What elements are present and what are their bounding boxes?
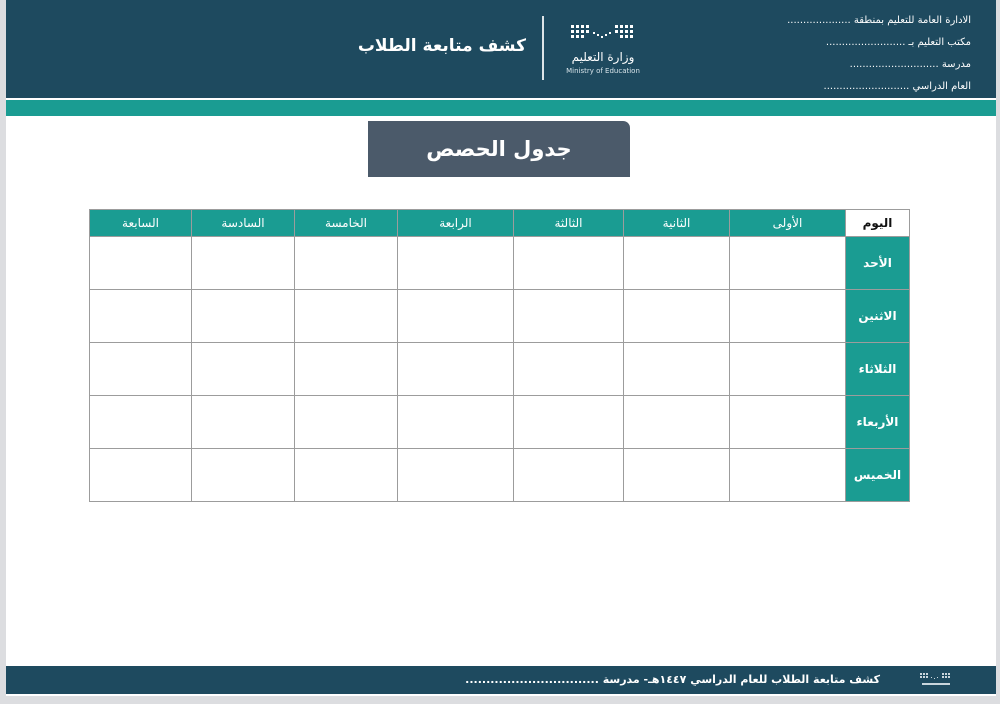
report-title: كشف متابعة الطلاب: [357, 36, 526, 56]
schedule-cell[interactable]: [90, 449, 192, 502]
admin-line-year: العام الدراسي ...........................: [823, 81, 971, 92]
schedule-cell[interactable]: [398, 449, 514, 502]
schedule-cell[interactable]: [624, 290, 730, 343]
day-label: الاثنين: [846, 290, 910, 343]
schedule-cell[interactable]: [398, 290, 514, 343]
admin-info: [741, 10, 971, 98]
schedule-cell[interactable]: [192, 449, 295, 502]
schedule-cell[interactable]: [295, 449, 398, 502]
schedule-cell[interactable]: [192, 343, 295, 396]
schedule-cell[interactable]: [624, 237, 730, 290]
schedule-cell[interactable]: [730, 396, 846, 449]
schedule-cell[interactable]: [398, 237, 514, 290]
schedule-cell[interactable]: [730, 237, 846, 290]
table-row: [90, 396, 910, 449]
period-header: الأولى: [730, 210, 846, 237]
ministry-logo-icon: [569, 22, 639, 48]
document-page: [6, 0, 996, 696]
schedule-cell[interactable]: [90, 290, 192, 343]
day-column-header: اليوم: [846, 210, 910, 237]
schedule-cell[interactable]: [730, 290, 846, 343]
schedule-cell[interactable]: [730, 449, 846, 502]
footer-text: كشف متابعة الطلاب للعام الدراسي ١٤٤٧هـ- مدرسة ................................: [465, 673, 880, 686]
table-row: [90, 237, 910, 290]
schedule-table: [89, 209, 910, 502]
schedule-cell[interactable]: [398, 396, 514, 449]
schedule-cell[interactable]: [624, 449, 730, 502]
schedule-cell[interactable]: [624, 343, 730, 396]
accent-band: [6, 100, 996, 116]
schedule-cell[interactable]: [514, 290, 624, 343]
period-header: الرابعة: [398, 210, 514, 237]
schedule-title: جدول الحصص: [368, 121, 630, 177]
schedule-cell[interactable]: [624, 396, 730, 449]
period-header: السابعة: [90, 210, 192, 237]
day-label: الثلاثاء: [846, 343, 910, 396]
period-header: الخامسة: [295, 210, 398, 237]
schedule-cell[interactable]: [192, 290, 295, 343]
ministry-logo-small-icon: [918, 671, 958, 689]
table-header-row: [90, 210, 910, 237]
header-bar: [6, 0, 996, 98]
schedule-cell[interactable]: [514, 449, 624, 502]
admin-line-office: مكتب التعليم بـ .........................: [825, 37, 971, 48]
day-label: الخميس: [846, 449, 910, 502]
schedule-cell[interactable]: [514, 237, 624, 290]
schedule-cell[interactable]: [295, 396, 398, 449]
schedule-cell[interactable]: [514, 343, 624, 396]
logo-english-text: Ministry of Education: [566, 67, 640, 75]
logo-arabic-text: وزارة التعليم: [571, 50, 635, 64]
schedule-cell[interactable]: [192, 396, 295, 449]
period-header: السادسة: [192, 210, 295, 237]
footer-bar: [6, 666, 996, 694]
schedule-cell[interactable]: [730, 343, 846, 396]
header-divider: [542, 16, 544, 80]
table-row: [90, 290, 910, 343]
admin-line-region: الادارة العامة للتعليم بمنطقة ....................: [787, 15, 971, 26]
day-label: الأربعاء: [846, 396, 910, 449]
admin-line-school: مدرسة ............................: [849, 59, 971, 70]
schedule-cell[interactable]: [90, 237, 192, 290]
schedule-cell[interactable]: [295, 237, 398, 290]
schedule-cell[interactable]: [514, 396, 624, 449]
schedule-cell[interactable]: [295, 290, 398, 343]
ministry-logo: [561, 22, 645, 80]
table-row: [90, 343, 910, 396]
day-label: الأحد: [846, 237, 910, 290]
table-row: [90, 449, 910, 502]
schedule-cell[interactable]: [90, 396, 192, 449]
schedule-cell[interactable]: [398, 343, 514, 396]
period-header: الثالثة: [514, 210, 624, 237]
period-header: الثانية: [624, 210, 730, 237]
schedule-cell[interactable]: [192, 237, 295, 290]
schedule-cell[interactable]: [90, 343, 192, 396]
schedule-cell[interactable]: [295, 343, 398, 396]
